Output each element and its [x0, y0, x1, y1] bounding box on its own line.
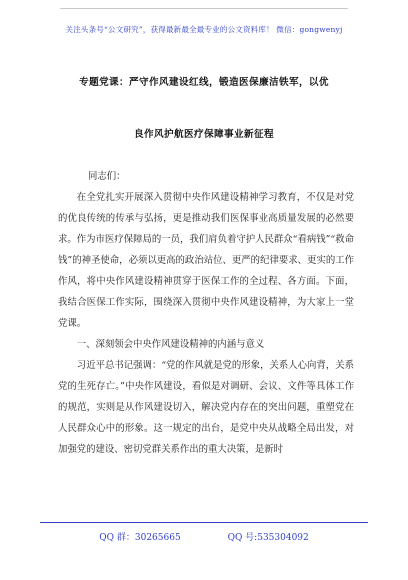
section-heading-1: 一、深刻领会中央作风建设精神的内涵与意义: [76, 339, 265, 350]
footer: [0, 530, 408, 543]
document-title-line-1: 专题党课：严守作风建设红线，锻造医保廉洁铁军，以优: [79, 77, 329, 88]
header-rule: [60, 8, 348, 9]
footer-rule: [40, 522, 368, 523]
footer-qq-group: QQ 群：30265665: [99, 533, 181, 543]
document-body: [58, 166, 354, 460]
header-notice: 关注头条号“公文研究”，获得最新最全最专业的公文资料库！ 微信：gongwenyj: [65, 25, 343, 34]
paragraph-intro: 在全党扎实开展深入贯彻中央作风建设精神学习教育，不仅是对党的优良传统的传承与弘扬，更是推动我们医保事业高质量发展的必然要求。作为市医疗保障局的一员，我们肩负着守护人民群众“看病钱”“救命钱”的神圣使命，必须以更高的政治站位、更严的纪律要求、更实的工作作风，将中央作风建设精神贯穿于医保工作的全过程、各方面。下面，我结合医保工作实际，围绕深入贯彻中央作风建设精神，为大家上一堂党课。: [58, 192, 354, 329]
footer-qq-number: QQ 号:535304092: [227, 533, 309, 543]
document-title-line-2: 良作风护航医疗保障事业新征程: [134, 129, 274, 140]
salutation: 同志们：: [88, 171, 126, 182]
paragraph-section-1: 习近平总书记强调：“党的作风就是党的形象，关系人心向背，关系党的生死存亡。”中央作风建设，看似是对调研、会议、文件等具体工作的规范，实则是从作风建设切入，解决党内存在的突出问题，重塑党在人民群众心中的形象。这一规定的出台，是党中央从战略全局出发，对加强党的建设、密切党群关系作出的重大决策，是新时: [58, 360, 354, 455]
